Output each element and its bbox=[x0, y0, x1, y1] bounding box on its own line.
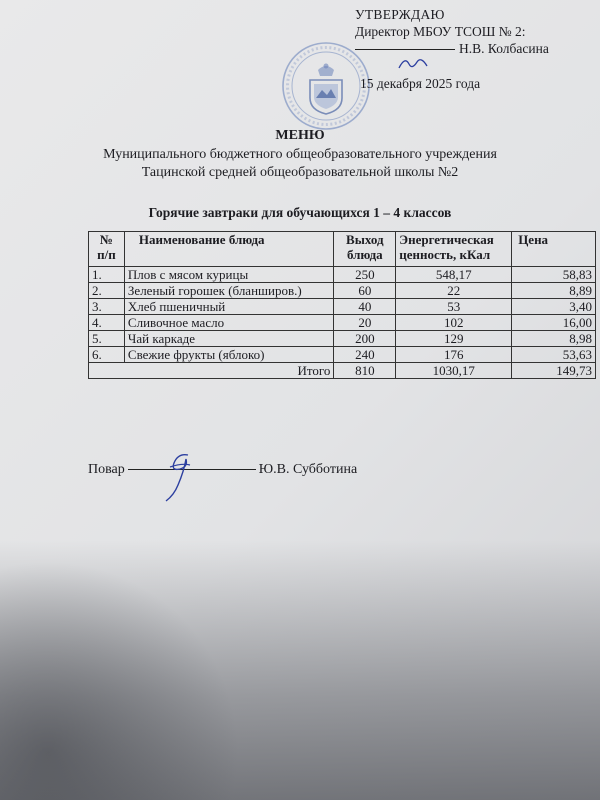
row-yield: 250 bbox=[334, 267, 396, 283]
photo-shadow-corner bbox=[0, 560, 240, 800]
row-yield: 60 bbox=[334, 283, 396, 299]
row-number: 4. bbox=[89, 315, 125, 331]
approval-block bbox=[355, 6, 549, 92]
row-yield: 240 bbox=[334, 347, 396, 363]
table-row bbox=[89, 315, 596, 331]
row-yield: 200 bbox=[334, 331, 396, 347]
table-row bbox=[89, 299, 596, 315]
table-row bbox=[89, 331, 596, 347]
row-energy: 548,17 bbox=[396, 267, 512, 283]
row-number: 2. bbox=[89, 283, 125, 299]
row-energy: 53 bbox=[396, 299, 512, 315]
row-number: 6. bbox=[89, 347, 125, 363]
table-row bbox=[89, 283, 596, 299]
row-price: 8,98 bbox=[512, 331, 596, 347]
row-dish-name: Хлеб пшеничный bbox=[124, 299, 333, 315]
menu-table bbox=[88, 231, 596, 379]
approval-position: Директор МБОУ ТСОШ № 2: bbox=[355, 24, 526, 39]
row-number: 5. bbox=[89, 331, 125, 347]
row-price: 58,83 bbox=[512, 267, 596, 283]
row-dish-name: Свежие фрукты (яблоко) bbox=[124, 347, 333, 363]
row-dish-name: Чай каркаде bbox=[124, 331, 333, 347]
row-price: 3,40 bbox=[512, 299, 596, 315]
cook-signature-icon bbox=[148, 445, 208, 505]
row-energy: 22 bbox=[396, 283, 512, 299]
header-energy: Энергетическая ценность, кКал bbox=[396, 232, 512, 267]
row-energy: 129 bbox=[396, 331, 512, 347]
total-label: Итого bbox=[89, 363, 334, 379]
approval-date: 15 декабря 2025 года bbox=[360, 76, 481, 91]
row-price: 8,89 bbox=[512, 283, 596, 299]
row-yield: 40 bbox=[334, 299, 396, 315]
institution-name bbox=[0, 146, 600, 182]
table-total-row bbox=[89, 363, 596, 379]
institution-line-2: Тацинской средней общеобразовательной школы №2 bbox=[141, 165, 459, 180]
approval-signature-line bbox=[355, 40, 549, 57]
total-energy: 1030,17 bbox=[396, 363, 512, 379]
total-price: 149,73 bbox=[512, 363, 596, 379]
row-price: 53,63 bbox=[512, 347, 596, 363]
institution-line-1: Муниципального бюджетного общеобразовательного учреждения bbox=[103, 147, 497, 162]
menu-title: МЕНЮ bbox=[275, 128, 325, 143]
header-dish-name: Наименование блюда bbox=[124, 232, 333, 267]
approver-signature-icon bbox=[395, 52, 435, 77]
row-energy: 102 bbox=[396, 315, 512, 331]
menu-subtitle: Горячие завтраки для обучающихся 1 – 4 классов bbox=[148, 205, 452, 220]
row-number: 3. bbox=[89, 299, 125, 315]
row-energy: 176 bbox=[396, 347, 512, 363]
table-header-row bbox=[89, 232, 596, 267]
header-yield: Выход блюда bbox=[334, 232, 396, 267]
row-yield: 20 bbox=[334, 315, 396, 331]
table-row bbox=[89, 267, 596, 283]
row-dish-name: Сливочное масло bbox=[124, 315, 333, 331]
approver-name: Н.В. Колбасина bbox=[459, 41, 549, 56]
table-row bbox=[89, 347, 596, 363]
cook-signature-block bbox=[88, 462, 357, 478]
cook-label: Повар bbox=[88, 462, 125, 477]
row-dish-name: Зеленый горошек (бланширов.) bbox=[124, 283, 333, 299]
row-number: 1. bbox=[89, 267, 125, 283]
cook-name: Ю.В. Субботина bbox=[258, 462, 358, 477]
total-yield: 810 bbox=[334, 363, 396, 379]
row-dish-name: Плов с мясом курицы bbox=[124, 267, 333, 283]
header-number: № п/п bbox=[89, 232, 125, 267]
row-price: 16,00 bbox=[512, 315, 596, 331]
approval-title: УТВЕРЖДАЮ bbox=[355, 7, 445, 22]
header-price: Цена bbox=[512, 232, 596, 267]
photo-shadow bbox=[0, 540, 600, 800]
